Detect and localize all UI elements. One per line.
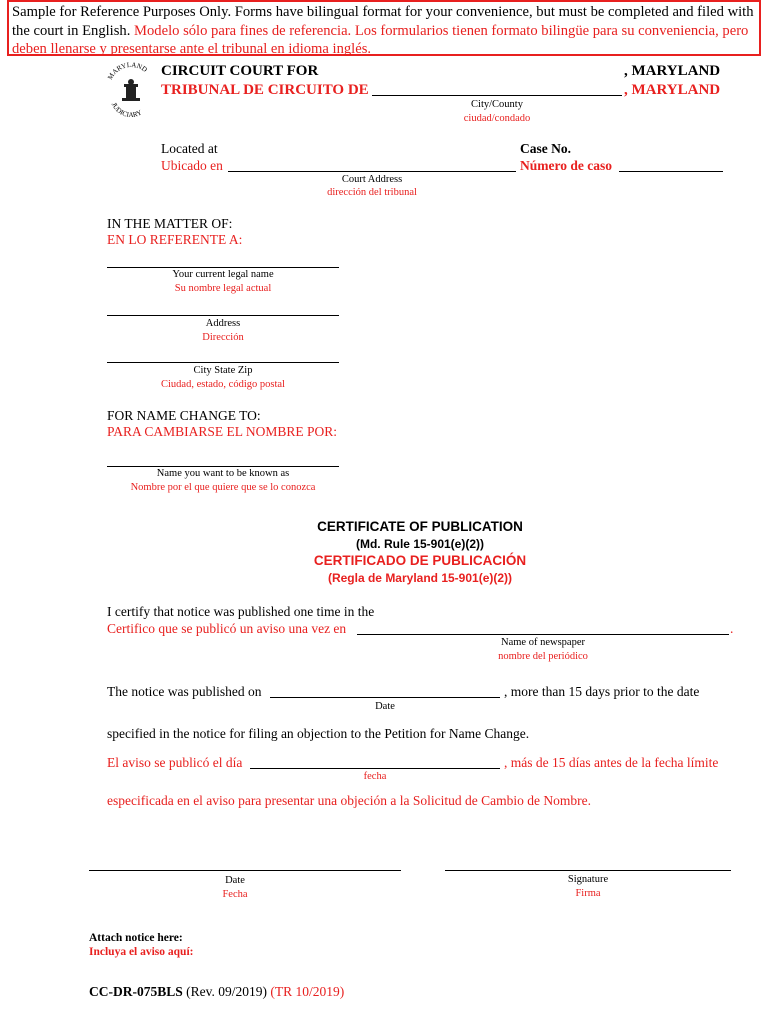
published-on-es: El aviso se publicó el día bbox=[107, 755, 243, 770]
address-es: Dirección bbox=[202, 332, 244, 343]
certificate-title-es: CERTIFICADO DE PUBLICACIÓN bbox=[313, 553, 527, 568]
publish-date-label-en: Date bbox=[375, 701, 395, 712]
certify-es: Certifico que se publicó un aviso una vez en bbox=[107, 621, 347, 636]
current-name-en: Your current legal name bbox=[172, 269, 274, 280]
matter-title-es: EN LO REFERENTE A: bbox=[107, 232, 243, 247]
publish-date-line-es[interactable] bbox=[250, 768, 500, 769]
court-address-es: dirección del tribunal bbox=[327, 187, 417, 198]
city-state-zip-es: Ciudad, estado, código postal bbox=[161, 379, 285, 390]
signature-date-es: Fecha bbox=[222, 889, 248, 900]
court-title-es: TRIBUNAL DE CIRCUITO DE bbox=[161, 82, 369, 98]
name-change-title-es: PARA CAMBIARSE EL NOMBRE POR: bbox=[107, 424, 338, 439]
seal-bottom-text: JUDICIARY bbox=[109, 101, 144, 120]
attach-en: Attach notice here: bbox=[89, 932, 183, 944]
specified-en: specified in the notice for filing an objection to the Petition for Name Change. bbox=[107, 726, 530, 741]
address-en: Address bbox=[205, 318, 241, 329]
specified-es: especificada en el aviso para presentar una objeción a la Solicitud de Cambio de Nombre. bbox=[107, 793, 591, 808]
publish-date-label-es: fecha bbox=[363, 771, 387, 782]
state-en: , MARYLAND bbox=[624, 63, 721, 79]
form-translation: (TR 10/2019) bbox=[270, 984, 345, 999]
signature-label-en: Signature bbox=[567, 874, 609, 885]
banner-english: Sample for Reference Purposes Only. Forms have bilingual format for your convenience, but must be completed and filed with the court in English. bbox=[12, 4, 754, 39]
rule-es: (Regla de Maryland 15-901(e)(2)) bbox=[327, 571, 513, 585]
new-name-en: Name you want to be known as bbox=[156, 468, 290, 479]
address-line[interactable] bbox=[107, 315, 339, 316]
svg-text:MARYLAND bbox=[106, 62, 148, 81]
court-address-line[interactable] bbox=[228, 171, 516, 172]
period-mark: . bbox=[730, 621, 734, 636]
new-name-es: Nombre por el que quiere que se lo conozca bbox=[130, 482, 316, 493]
new-name-line[interactable] bbox=[107, 466, 339, 467]
rule-en: (Md. Rule 15-901(e)(2)) bbox=[355, 537, 485, 551]
signature-line[interactable] bbox=[445, 870, 731, 871]
county-label-es: ciudad/condado bbox=[463, 113, 531, 124]
court-address-en: Court Address bbox=[341, 174, 403, 185]
located-at-es: Ubicado en bbox=[161, 158, 223, 173]
banner-spanish: Modelo sólo para fines de referencia. Los formularios tienen formato bilingüe para su conveniencia, pero deben llenarse y presentarse ante el tribunal en idioma inglés. bbox=[12, 22, 749, 57]
state-es: , MARYLAND bbox=[624, 82, 721, 98]
attach-es: Incluya el aviso aquí: bbox=[89, 946, 194, 958]
svg-text:JUDICIARY bbox=[110, 101, 144, 119]
form-revision: (Rev. 09/2019) bbox=[186, 984, 268, 999]
signature-label-es: Firma bbox=[575, 888, 601, 899]
case-no-es: Número de caso bbox=[520, 158, 612, 173]
reference-banner bbox=[7, 0, 761, 56]
certificate-title-en: CERTIFICATE OF PUBLICATION bbox=[317, 519, 523, 534]
case-number-line[interactable] bbox=[619, 171, 723, 172]
published-on-en: The notice was published on bbox=[107, 684, 262, 699]
maryland-judiciary-seal bbox=[104, 62, 158, 120]
county-line[interactable] bbox=[372, 95, 622, 96]
prior-es: , más de 15 días antes de la fecha límite bbox=[504, 755, 719, 770]
located-at-en: Located at bbox=[161, 141, 218, 156]
current-name-es: Su nombre legal actual bbox=[174, 283, 272, 294]
case-no-en: Case No. bbox=[520, 141, 571, 156]
county-label-en: City/County bbox=[471, 99, 523, 110]
signature-date-line[interactable] bbox=[89, 870, 401, 871]
signature-date-en: Date bbox=[225, 875, 245, 886]
prior-en: , more than 15 days prior to the date bbox=[504, 684, 700, 699]
certify-en: I certify that notice was published one time in the bbox=[107, 604, 375, 619]
newspaper-label-en: Name of newspaper bbox=[501, 637, 585, 648]
current-name-line[interactable] bbox=[107, 267, 339, 268]
city-state-zip-en: City State Zip bbox=[193, 365, 253, 376]
newspaper-label-es: nombre del periódico bbox=[498, 651, 588, 662]
matter-title-en: IN THE MATTER OF: bbox=[107, 216, 233, 231]
name-change-title-en: FOR NAME CHANGE TO: bbox=[107, 408, 261, 423]
form-footer bbox=[89, 984, 344, 1000]
court-title-en: CIRCUIT COURT FOR bbox=[161, 63, 319, 79]
publish-date-line[interactable] bbox=[270, 697, 500, 698]
form-number: CC-DR-075BLS bbox=[89, 984, 183, 999]
newspaper-line[interactable] bbox=[357, 634, 729, 635]
city-state-zip-line[interactable] bbox=[107, 362, 339, 363]
seal-top-text: MARYLAND bbox=[106, 62, 149, 82]
